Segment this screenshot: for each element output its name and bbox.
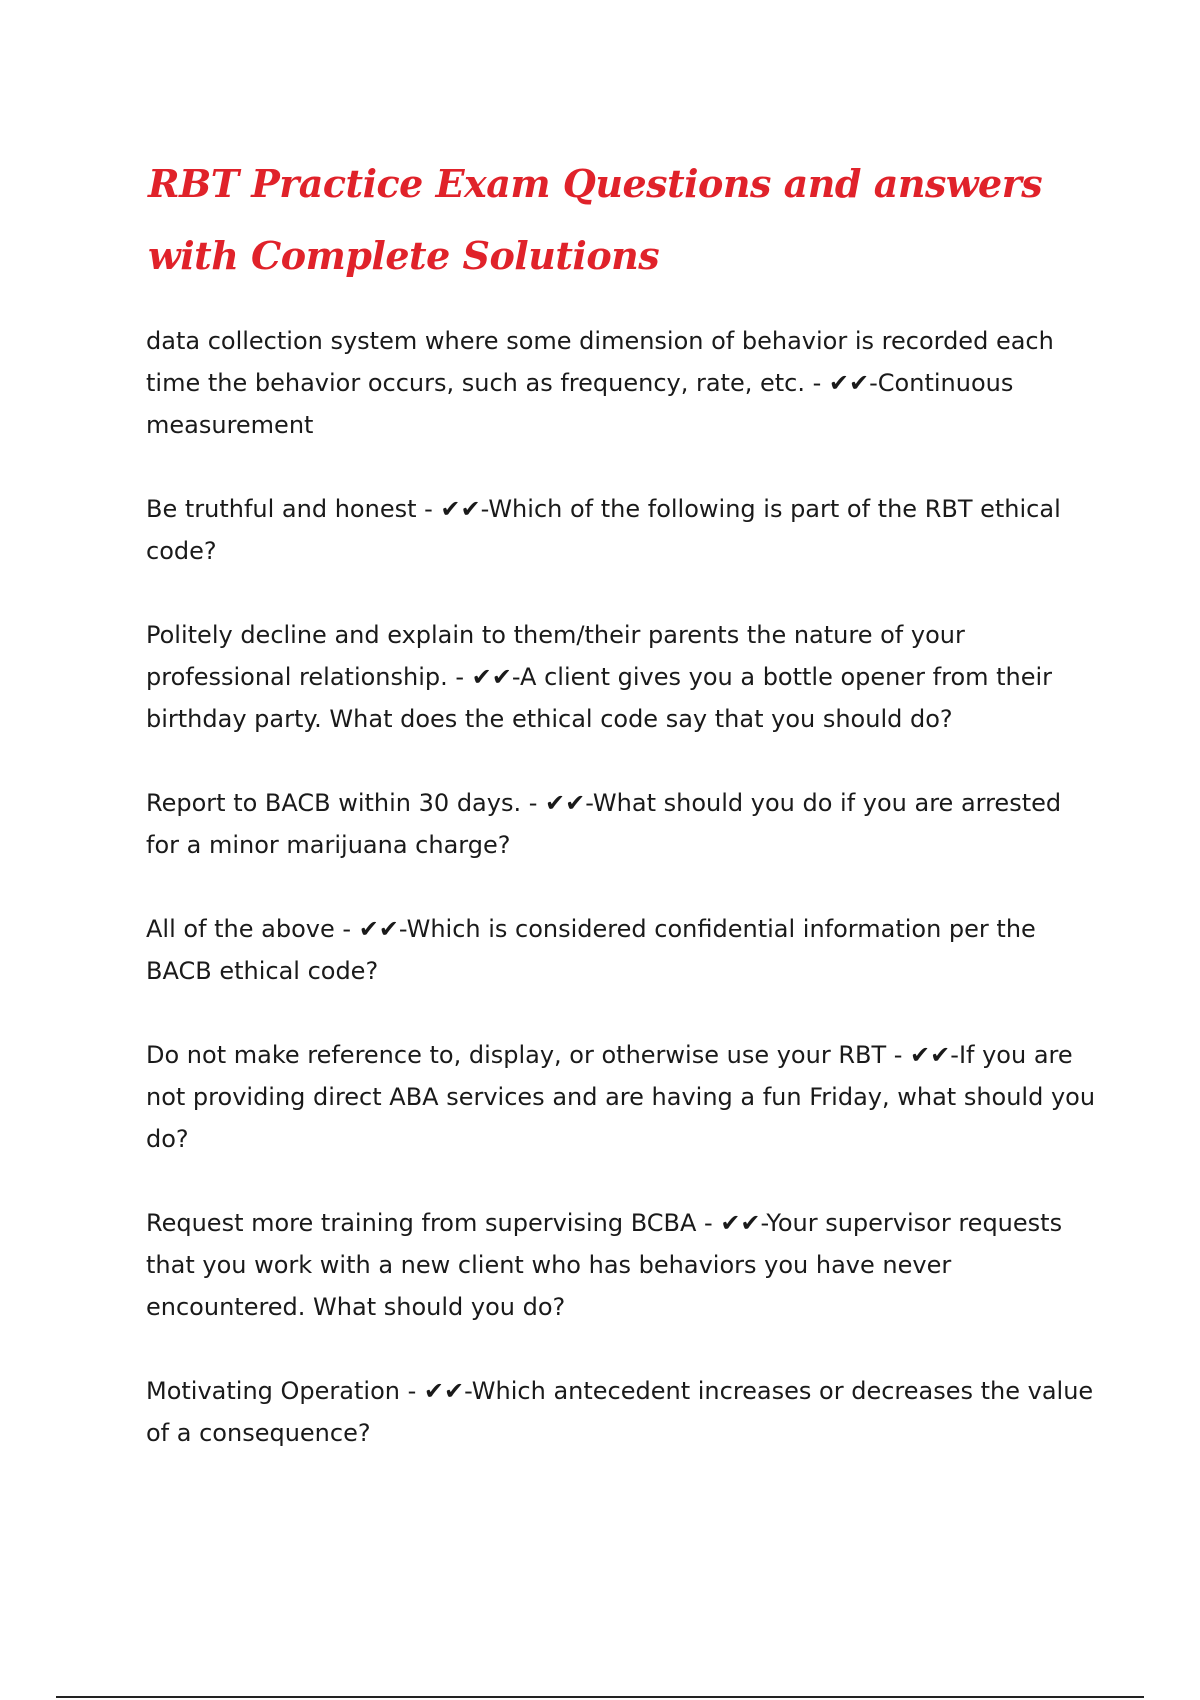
qa-answer: data collection system where some dimension of behavior is recorded each time the behavior occurs, such as frequency, rate, etc.	[146, 327, 1054, 397]
qa-item: Report to BACB within 30 days. - ✔✔-What should you do if you are arrested for a minor marijuana charge?	[146, 789, 1062, 859]
qa-question: Your supervisor requests that you work with a new client who has behaviors you have never encountered. What should you do?	[146, 1209, 1063, 1321]
qa-item: All of the above - ✔✔-Which is considered confidential information per the BACB ethical code?	[146, 915, 1036, 985]
qa-item: Politely decline and explain to them/their parents the nature of your professional relationship. - ✔✔-A client gives you a bottle opener from their birthday party. What does the ethical code say that you should do?	[146, 621, 1053, 733]
check-mark-icon: ✔✔	[545, 789, 586, 817]
qa-answer: Report to BACB within 30 days.	[146, 789, 522, 817]
check-mark-icon: ✔✔	[910, 1041, 951, 1069]
qa-item: Request more training from supervising BCBA - ✔✔-Your supervisor requests that you work with a new client who has behaviors you have never encountered. What should you do?	[146, 1209, 1063, 1321]
qa-question: Which antecedent increases or decreases the value of a consequence?	[146, 1377, 1094, 1447]
qa-item: data collection system where some dimension of behavior is recorded each time the behavior occurs, such as frequency, rate, etc. - ✔✔-Continuous measurement	[146, 327, 1054, 439]
qa-question: Continuous measurement	[146, 369, 1014, 439]
check-mark-icon: ✔✔	[828, 369, 870, 397]
qa-question: What should you do if you are arrested for a minor marijuana charge?	[146, 789, 1062, 859]
qa-answer: All of the above	[146, 915, 335, 943]
footer-divider	[56, 1696, 1144, 1698]
check-mark-icon: ✔✔	[440, 495, 481, 523]
check-mark-icon: ✔✔	[423, 1377, 465, 1405]
check-mark-icon: ✔✔	[720, 1209, 761, 1237]
qa-answer: Request more training from supervising BCBA	[146, 1209, 697, 1237]
qa-answer: Be truthful and honest	[146, 495, 417, 523]
qa-question: Which of the following is part of the RBT ethical code?	[146, 495, 1061, 565]
document-title: RBT Practice Exam Questions and answers with Complete Solutions	[148, 161, 1043, 278]
qa-question: If you are not providing direct ABA services and are having a fun Friday, what should you do?	[146, 1041, 1096, 1153]
qa-list	[146, 320, 1096, 1496]
check-mark-icon: ✔✔	[358, 915, 399, 943]
qa-item: Do not make reference to, display, or otherwise use your RBT - ✔✔-If you are not providing direct ABA services and are having a fun Friday, what should you do?	[146, 1041, 1096, 1153]
qa-answer: Motivating Operation	[146, 1377, 400, 1405]
check-mark-icon: ✔✔	[471, 663, 512, 691]
qa-item: Be truthful and honest - ✔✔-Which of the following is part of the RBT ethical code?	[146, 495, 1061, 565]
qa-question: Which is considered confidential information per the BACB ethical code?	[146, 915, 1036, 985]
qa-item: Motivating Operation - ✔✔-Which antecedent increases or decreases the value of a consequence?	[146, 1377, 1094, 1447]
qa-answer: Politely decline and explain to them/their parents the nature of your professional relationship.	[146, 621, 965, 691]
qa-answer: Do not make reference to, display, or otherwise use your RBT	[146, 1041, 887, 1069]
qa-question: A client gives you a bottle opener from their birthday party. What does the ethical code say that you should do?	[146, 663, 1053, 733]
